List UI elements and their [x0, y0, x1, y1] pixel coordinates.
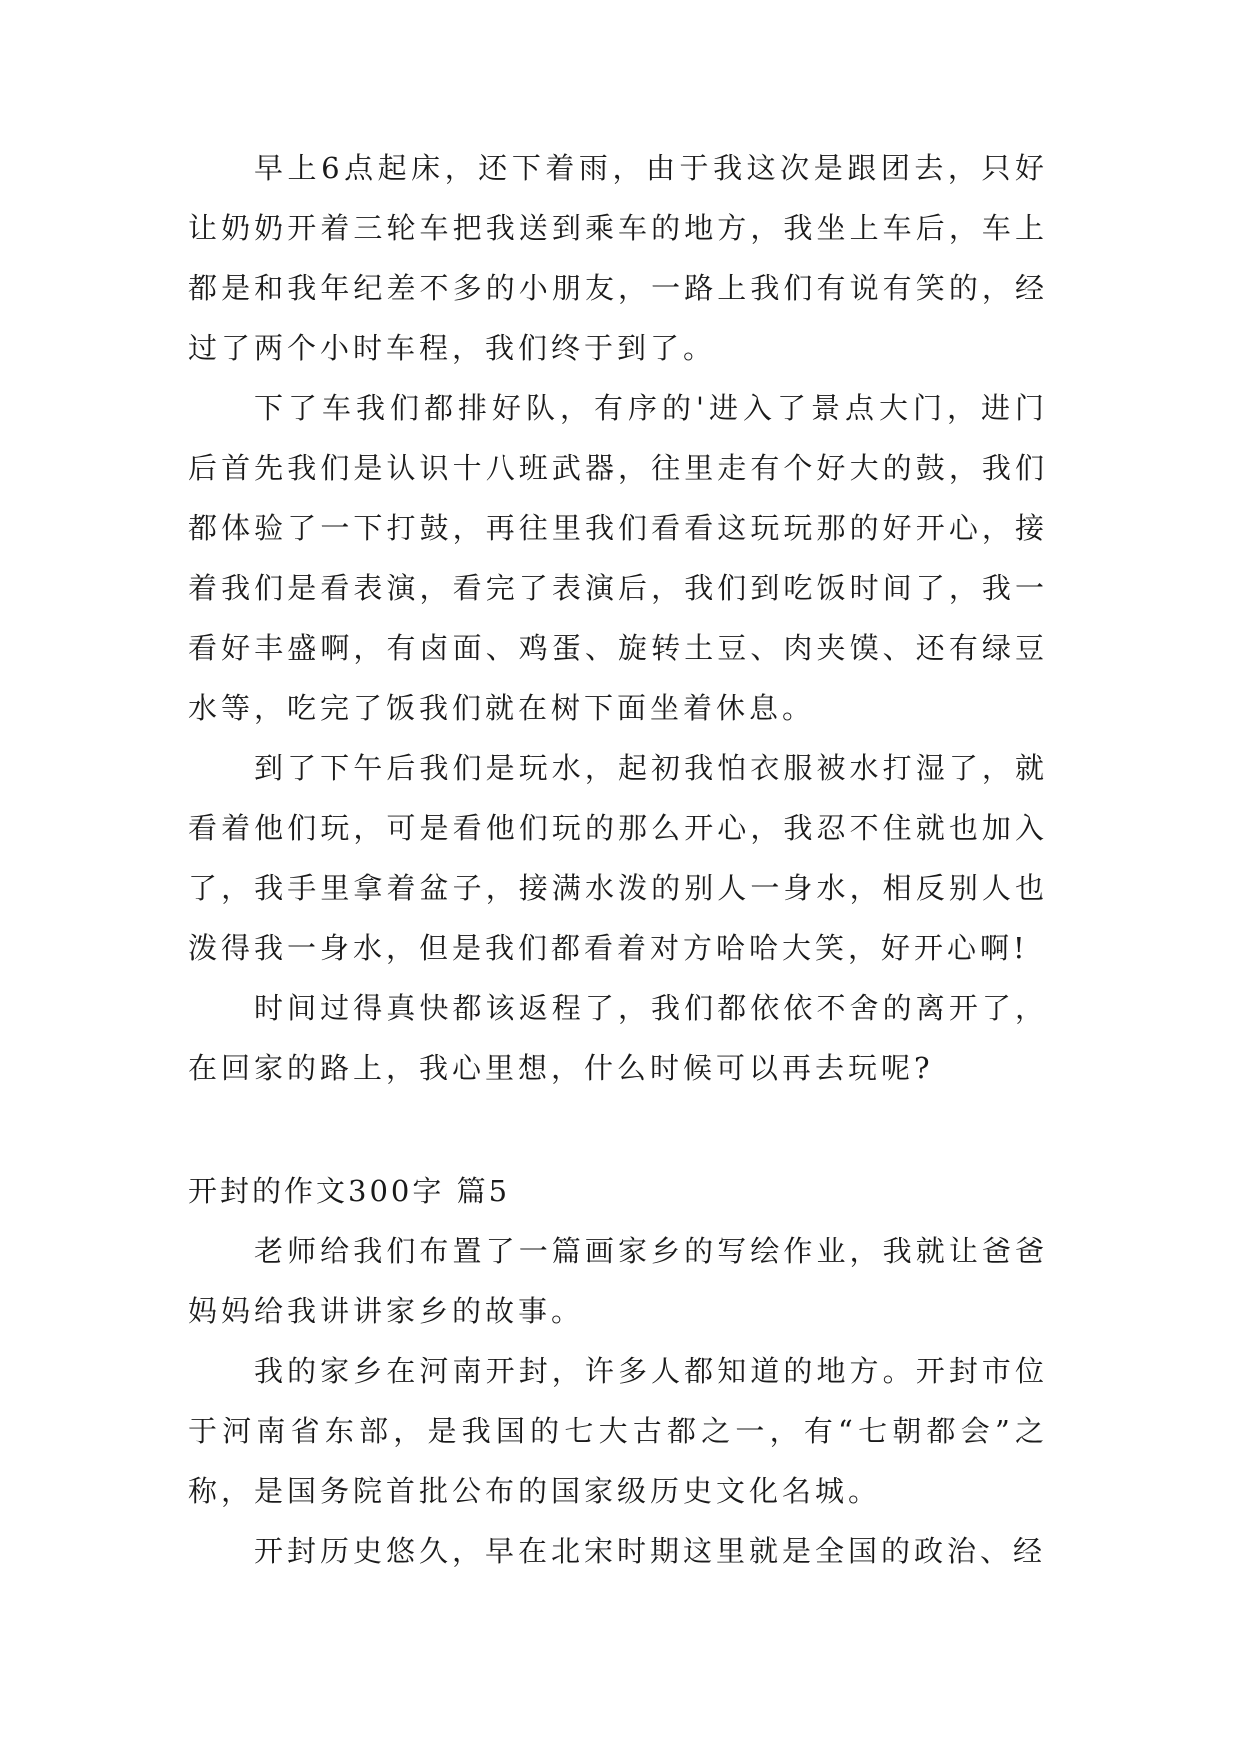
paragraph-7: 开封历史悠久，早在北宋时期这里就是全国的政治、经 [254, 1534, 1047, 1568]
paragraph-4: 时间过得真快都该返程了，我们都依依不舍的离开了，在回家的路上，我心里想，什么时候可以再去玩呢? [188, 991, 1048, 1085]
paragraph-6: 我的家乡在河南开封，许多人都知道的地方。开封市位于河南省东部，是我国的七大古都之一，有“七朝都会”之称，是国务院首批公布的国家级历史文化名城。 [188, 1354, 1048, 1508]
paragraph-3: 到了下午后我们是玩水，起初我怕衣服被水打湿了，就看着他们玩，可是看他们玩的那么开心，我忍不住就也加入了，我手里拿着盆子，接满水泼的别人一身水，相反别人也泼得我一身水，但是我们都看着对方哈哈大笑，好开心啊! [188, 751, 1048, 965]
paragraph-1: 早上6点起床，还下着雨，由于我这次是跟团去，只好让奶奶开着三轮车把我送到乘车的地方，我坐上车后，车上都是和我年纪差不多的小朋友，一路上我们有说有笑的，经过了两个小时车程，我们终于到了。 [188, 151, 1048, 365]
document-body [188, 138, 1048, 1581]
section-title: 开封的作文300字 篇5 [188, 1174, 511, 1208]
paragraph-5: 老师给我们布置了一篇画家乡的写绘作业，我就让爸爸妈妈给我讲讲家乡的故事。 [188, 1234, 1048, 1328]
paragraph-2: 下了车我们都排好队，有序的'进入了景点大门，进门后首先我们是认识十八班武器，往里走有个好大的鼓，我们都体验了一下打鼓，再往里我们看看这玩玩那的好开心，接着我们是看表演，看完了表演后，我们到吃饭时间了，我一看好丰盛啊，有卤面、鸡蛋、旋转土豆、肉夹馍、还有绿豆水等，吃完了饭我们就在树下面坐着休息。 [188, 391, 1048, 725]
